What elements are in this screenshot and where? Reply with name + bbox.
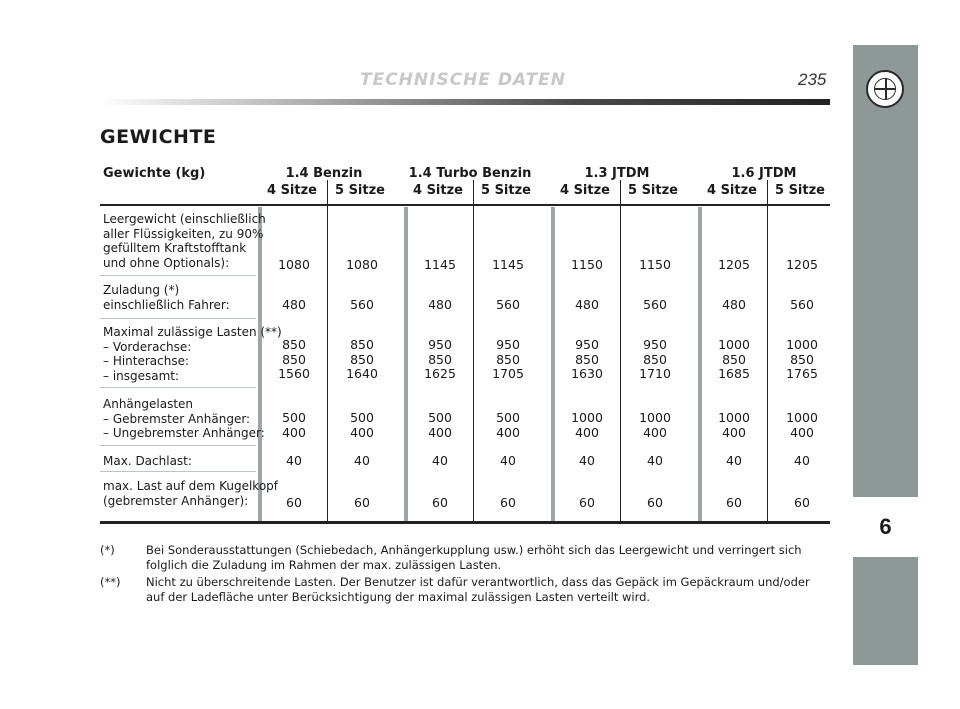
- row-separator: [100, 275, 256, 276]
- seat-divider: [767, 180, 768, 522]
- logo-inner-ring: [874, 78, 896, 100]
- chapter-sidebar: [853, 45, 918, 665]
- table-cell: 560: [350, 297, 374, 312]
- table-cell: 40: [647, 453, 663, 468]
- table-cell: 40: [500, 453, 516, 468]
- table-cell: 560: [496, 297, 520, 312]
- table-cell: 480: [282, 297, 306, 312]
- table-cell: 480: [722, 297, 746, 312]
- corner-header: Gewichte (kg): [103, 166, 206, 181]
- running-header-title: TECHNISCHE DATEN: [360, 70, 567, 90]
- table-cell: 480: [575, 297, 599, 312]
- footnote-text: Bei Sonderausstattungen (Schiebedach, Anhängerkupplung usw.) erhöht sich das Leergewicht und verringert sich folglich die Zuladung im Rahmen der max. zulässigen Lasten.: [146, 543, 802, 572]
- seat-header: 5 Sitze: [481, 183, 531, 198]
- table-cell: 60: [500, 495, 516, 510]
- table-cell: 1150: [571, 257, 603, 272]
- table-cell: 500 400: [350, 410, 374, 440]
- seat-header: 4 Sitze: [413, 183, 463, 198]
- row-separator: [100, 387, 256, 388]
- row-label: Max. Dachlast:: [103, 454, 192, 468]
- table-cell: 480: [428, 297, 452, 312]
- table-cell: 500 400: [428, 410, 452, 440]
- table-cell: 1000 400: [718, 410, 750, 440]
- table-cell: 60: [286, 495, 302, 510]
- table-cell: 40: [286, 453, 302, 468]
- table-cell: 1000 850 1765: [786, 337, 818, 381]
- row-separator: [100, 318, 256, 319]
- page-number: 235: [798, 70, 827, 89]
- table-cell: 60: [432, 495, 448, 510]
- header-rule: [100, 99, 830, 105]
- seat-divider: [620, 180, 621, 522]
- table-cell: 40: [354, 453, 370, 468]
- engine-header: 1.6 JTDM: [731, 166, 797, 181]
- table-cell: 950 850 1705: [492, 337, 524, 381]
- table-cell: 1205: [786, 257, 818, 272]
- seat-divider: [327, 180, 328, 522]
- row-label: Leergewicht (einschließlich aller Flüssigkeiten, zu 90% gefülltem Kraftstofftank und ohne Optionals):: [103, 212, 266, 270]
- table-cell: 60: [647, 495, 663, 510]
- seat-header: 4 Sitze: [707, 183, 757, 198]
- seat-header: 5 Sitze: [628, 183, 678, 198]
- table-cell: 950 850 1630: [571, 337, 603, 381]
- table-cell: 60: [794, 495, 810, 510]
- table-cell: 560: [643, 297, 667, 312]
- table-cell: 1205: [718, 257, 750, 272]
- table-cell: 950 850 1710: [639, 337, 671, 381]
- footnote-2: [100, 575, 830, 605]
- table-cell: 40: [794, 453, 810, 468]
- table-cell: 60: [726, 495, 742, 510]
- footnote-mark: (*): [100, 543, 115, 557]
- table-cell: 850 850 1640: [346, 337, 378, 381]
- table-cell: 950 850 1625: [424, 337, 456, 381]
- engine-header: 1.3 JTDM: [584, 166, 650, 181]
- table-cell: 560: [790, 297, 814, 312]
- table-cell: 1000 400: [639, 410, 671, 440]
- seat-header: 4 Sitze: [267, 183, 317, 198]
- footnote-1: [100, 543, 830, 573]
- row-separator: [100, 471, 256, 472]
- table-cell: 40: [579, 453, 595, 468]
- table-cell: 40: [432, 453, 448, 468]
- table-bottom-rule: [100, 521, 830, 524]
- engine-header: 1.4 Benzin: [285, 166, 363, 181]
- table-cell: 60: [579, 495, 595, 510]
- table-cell: 1150: [639, 257, 671, 272]
- row-label: Maximal zulässige Lasten (**) – Vorderachse: – Hinterachse: – insgesamt:: [103, 325, 282, 383]
- table-cell: 1145: [424, 257, 456, 272]
- seat-header: 4 Sitze: [560, 183, 610, 198]
- seat-header: 5 Sitze: [335, 183, 385, 198]
- table-cell: 1000 400: [786, 410, 818, 440]
- row-label: Zuladung (*) einschließlich Fahrer:: [103, 283, 230, 312]
- alfa-romeo-logo-icon: [866, 70, 904, 108]
- table-cell: 60: [354, 495, 370, 510]
- row-label: Anhängelasten – Gebremster Anhänger: – Ungebremster Anhänger:: [103, 397, 265, 440]
- header-separator: [100, 204, 830, 206]
- footnote-text: Nicht zu überschreitende Lasten. Der Benutzer ist dafür verantwortlich, dass das Gepäck im Gepäckraum und/oder auf der Ladefläche unter Berücksichtigung der maximal zulässigen Lasten verteilt wird.: [146, 575, 810, 604]
- section-title: GEWICHTE: [100, 126, 217, 148]
- table-cell: 1080: [278, 257, 310, 272]
- table-cell: 500 400: [496, 410, 520, 440]
- row-label: max. Last auf dem Kugelkopf (gebremster Anhänger):: [103, 479, 279, 508]
- engine-header: 1.4 Turbo Benzin: [408, 166, 532, 181]
- table-cell: 1000 850 1685: [718, 337, 750, 381]
- table-cell: 500 400: [282, 410, 306, 440]
- table-cell: 1080: [346, 257, 378, 272]
- seat-divider: [473, 180, 474, 522]
- footnote-mark: (**): [100, 575, 121, 589]
- table-cell: 40: [726, 453, 742, 468]
- seat-header: 5 Sitze: [775, 183, 825, 198]
- table-cell: 1145: [492, 257, 524, 272]
- table-cell: 850 850 1560: [278, 337, 310, 381]
- table-cell: 1000 400: [571, 410, 603, 440]
- chapter-number: 6: [853, 497, 918, 557]
- row-separator: [100, 445, 256, 446]
